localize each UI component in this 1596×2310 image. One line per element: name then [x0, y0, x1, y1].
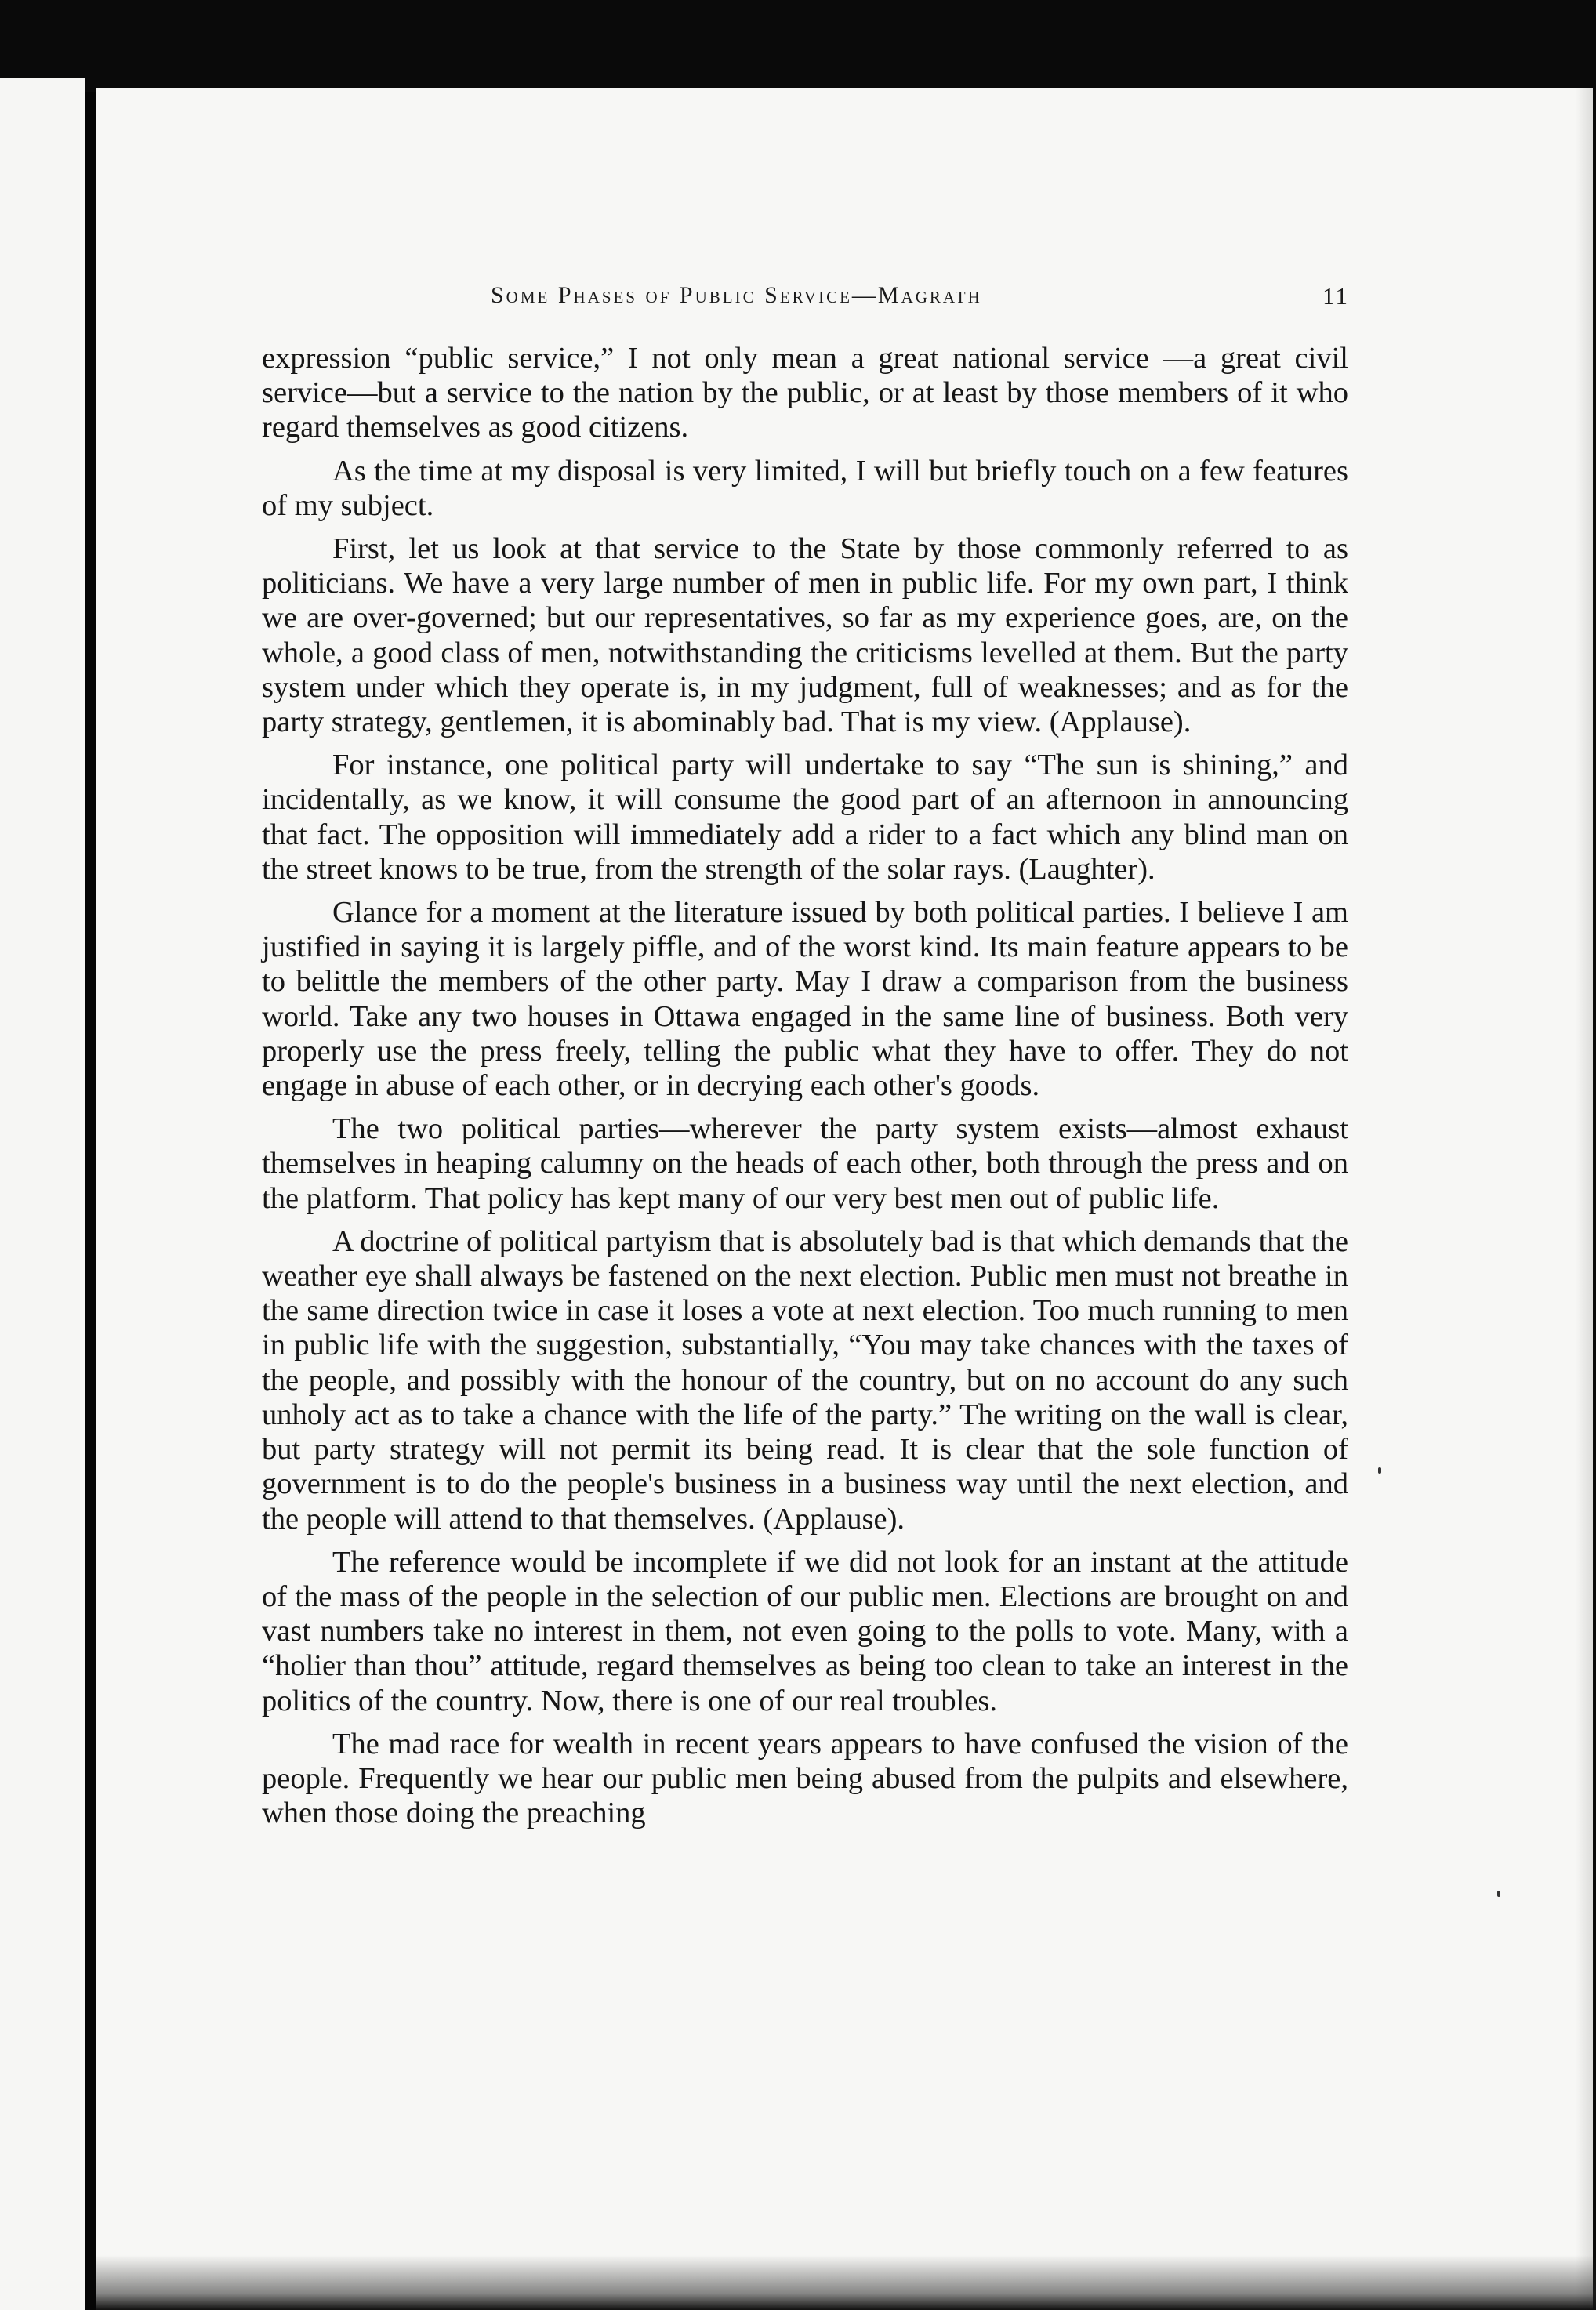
scan-speck [1378, 1467, 1381, 1474]
paragraph: Glance for a moment at the literature issued by both political parties. I believe I am justified in saying it is largely piffle, and of the worst kind. Its main feature appears to be to belittle the members of the other party. May I draw a comparison from the business world. Take any two houses in Ottawa engaged in the same line of business. Both very properly use the press freely, telling the public what they have to offer. They do not engage in abuse of each other, or in decrying each other's goods. [262, 896, 1348, 1103]
page-gutter [85, 92, 96, 2310]
paragraph: First, let us look at that service to the State by those commonly referred to as politicians. We have a very large number of men in public life. For my own part, I think we are over-governed; but our representatives, so far as my experience goes, are, on the whole, a good class of men, notwithstanding the criticisms levelled at them. But the party system under which they operate is, in my judgment, full of weaknesses; and as for the party strategy, gentlemen, it is abominably bad. That is my view. (Applause). [262, 532, 1348, 739]
previous-page-edge [0, 78, 85, 2310]
scan-bottom-edge [96, 2255, 1596, 2310]
running-header [491, 282, 1349, 321]
paragraph: A doctrine of political partyism that is absolutely bad is that which demands that the weather eye shall always be fastened on the next election. Public men must not breathe in the same direction twice in case it loses a vote at next election. Too much running to men in public life with the suggestion, substantially, “You may take chances with the taxes of the people, and possibly with the honour of the country, but on no account do any such unholy act as to take a chance with the life of the party.” The writing on the wall is clear, but party strategy will not permit its being read. It is clear that the sole function of government is to do the people's business in a business way until the next election, and the people will attend to that themselves. (Applause). [262, 1224, 1348, 1536]
paragraph: For instance, one political party will undertake to say “The sun is shining,” and incidentally, as we know, it will consume the good part of an afternoon in announcing that fact. The opposition will immediately add a rider to a fact which any blind man on the street knows to be true, from the strength of the solar rays. (Laughter). [262, 749, 1348, 886]
page-edge-shadow [1576, 88, 1593, 2310]
paragraph: The two political parties—wherever the party system exists—almost exhaust themselves in heaping calumny on the heads of each other, both through the press and on the platform. That policy has kept many of our very best men out of public life. [262, 1112, 1348, 1215]
scan-speck [1497, 1891, 1500, 1897]
paragraph: The reference would be incomplete if we did not look for an instant at the attitude of the mass of the people in the selection of our public men. Elections are brought on and vast numbers take no interest in them, not even going to the polls to vote. Many, with a “holier than thou” attitude, regard themselves as being too clean to take an interest in the politics of the country. Now, there is one of our real troubles. [262, 1545, 1348, 1717]
paragraph: As the time at my disposal is very limited, I will but briefly touch on a few features of my subject. [262, 454, 1348, 522]
paragraph: expression “public service,” I not only mean a great national service —a great civil service—but a service to the nation by the public, or at least by those members of it who regard themselves as good citizens. [262, 342, 1348, 444]
paragraph: The mad race for wealth in recent years appears to have confused the vision of the people. Frequently we hear our public men being abused from the pulpits and elsewhere, when those doing the preaching [262, 1727, 1348, 1830]
body-text [262, 341, 1348, 1839]
running-title: Some Phases of Public Service—Magrath [491, 282, 982, 308]
page-number: 11 [1322, 282, 1349, 310]
